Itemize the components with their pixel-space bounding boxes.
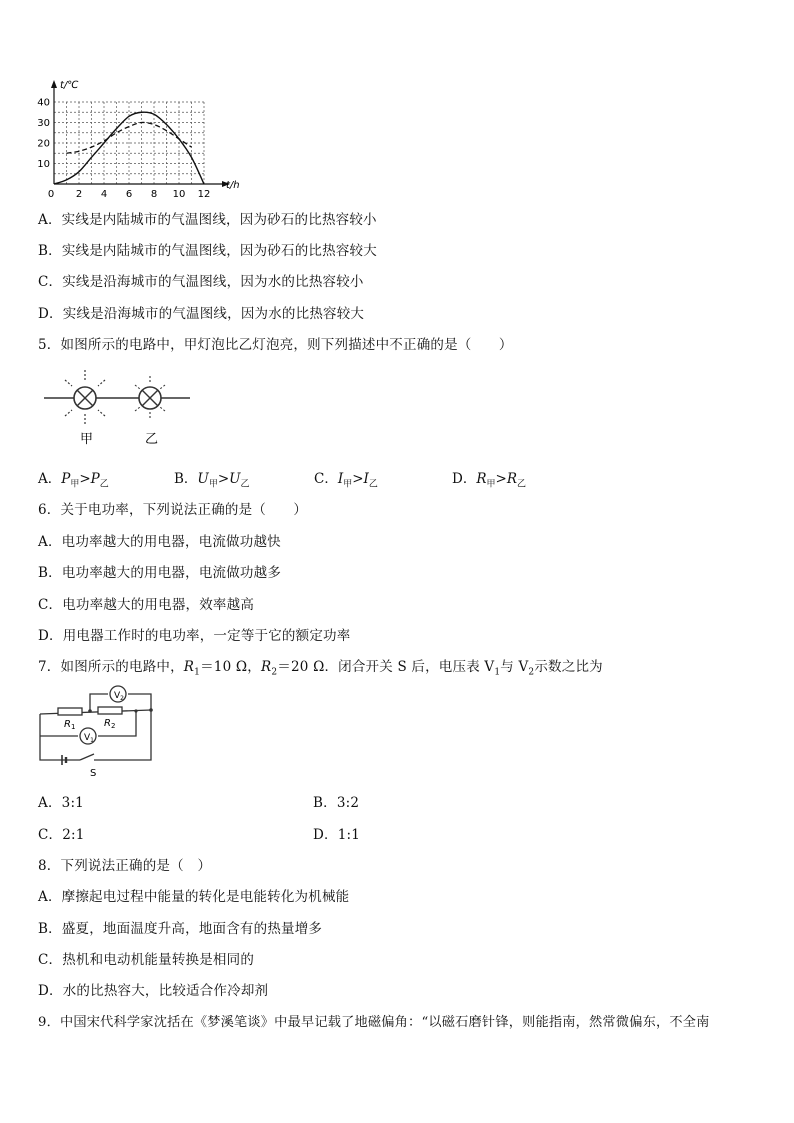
q5-option-b[interactable]: B．$U_甲>U_乙$	[174, 471, 250, 490]
y-tick-label: 10	[37, 159, 50, 170]
q5-option-c[interactable]: C．$I_甲>I_乙$	[314, 471, 378, 490]
q8-option-c[interactable]: C．热机和电动机能量转换是相同的	[38, 952, 255, 968]
y-tick-label: 40	[37, 97, 50, 109]
q8-option-b[interactable]: B．盛夏，地面温度升高，地面含有的热量增多	[38, 921, 323, 937]
svg-text:S: S	[90, 768, 97, 779]
temperature-chart	[30, 76, 240, 200]
q4-option-a[interactable]: A．实线是内陆城市的气温图线，因为砂石的比热容较小	[38, 212, 377, 228]
q6-option-a[interactable]: A．电功率越大的用电器，电流做功越快	[38, 534, 281, 550]
q6-option-b[interactable]: B．电功率越大的用电器，电流做功越多	[38, 565, 282, 581]
dashed-temperature-curve	[67, 122, 192, 153]
q4-option-d[interactable]: D．实线是沿海城市的气温图线，因为水的比热容较大	[38, 306, 365, 322]
y-axis-label: t/℃	[60, 80, 79, 91]
x-tick-label: 6	[125, 189, 133, 200]
x-tick-label: 8	[150, 189, 158, 200]
x-tick-label: 12	[197, 189, 211, 200]
lamp-jia-label: 甲	[80, 432, 94, 447]
resistor-circuit-diagram	[36, 684, 160, 780]
y-tick-label: 20	[37, 138, 50, 150]
chart-tick-labels	[37, 98, 210, 201]
y-tick-label: 30	[37, 118, 50, 129]
q7-option-d[interactable]: D．1:1	[313, 827, 361, 843]
q6-option-d[interactable]: D．用电器工作时的电功率，一定等于它的额定功率	[38, 628, 351, 644]
svg-text:V2: $V_2$	[114, 691, 124, 702]
r2-resistor	[98, 707, 122, 714]
x-tick-label: 0	[47, 189, 55, 200]
x-tick-label: 2	[75, 189, 83, 200]
r1-resistor	[58, 708, 82, 715]
x-tick-label: 4	[100, 189, 108, 200]
q5-option-d[interactable]: D．$R_甲>R_乙$	[452, 471, 527, 490]
lamp-yi-label: 乙	[145, 432, 159, 447]
q6-option-c[interactable]: C．电功率越大的用电器，效率越高	[38, 597, 255, 613]
q8-option-a[interactable]: A．摩擦起电过程中能量的转化是电能转化为机械能	[38, 889, 350, 905]
q5-option-a[interactable]: A．$P_甲>P_乙$	[38, 471, 109, 490]
q7-option-b[interactable]: B．3:2	[313, 795, 360, 811]
q8-option-d[interactable]: D．水的比热容大，比较适合作冷却剂	[38, 983, 269, 999]
svg-text:R1: $R_1$	[64, 719, 76, 731]
q4-option-b[interactable]: B．实线是内陆城市的气温图线，因为砂石的比热容较大	[38, 243, 377, 259]
x-tick-label: 10	[172, 189, 186, 200]
lamp-yi-symbol	[135, 376, 165, 420]
q4-option-c[interactable]: C．实线是沿海城市的气温图线，因为水的比热容较小	[38, 274, 364, 290]
q6-stem: 6．关于电功率，下列说法正确的是（ ）	[38, 502, 308, 518]
q7-stem: 7．如图所示的电路中，$R_1=10$ Ω，$R_2=20$ Ω．闭合开关 S 后，电压表 $V_1$与 $V_2$示数之比为	[38, 659, 603, 678]
svg-text:V1: $V_1$	[84, 733, 94, 744]
svg-text:R2: $R_2$	[104, 718, 116, 730]
q7-option-c[interactable]: C．2:1	[38, 827, 85, 843]
q5-stem: 5．如图所示的电路中，甲灯泡比乙灯泡亮，则下列描述中不正确的是（ ）	[38, 337, 513, 353]
lamp-circuit-diagram	[40, 368, 200, 448]
q7-option-a[interactable]: A．3:1	[38, 795, 84, 811]
q9-stem: 9．中国宋代科学家沈括在《梦溪笔谈》中最早记载了地磁偏角：“以磁石磨针锋，则能指南，然常微偏东，不全南	[38, 1015, 710, 1030]
y-axis-arrow	[51, 80, 57, 88]
q8-stem: 8．下列说法正确的是（ ）	[38, 858, 212, 874]
x-axis-label: t/h	[226, 180, 240, 191]
chart-axes	[51, 80, 230, 187]
switch	[80, 754, 94, 760]
